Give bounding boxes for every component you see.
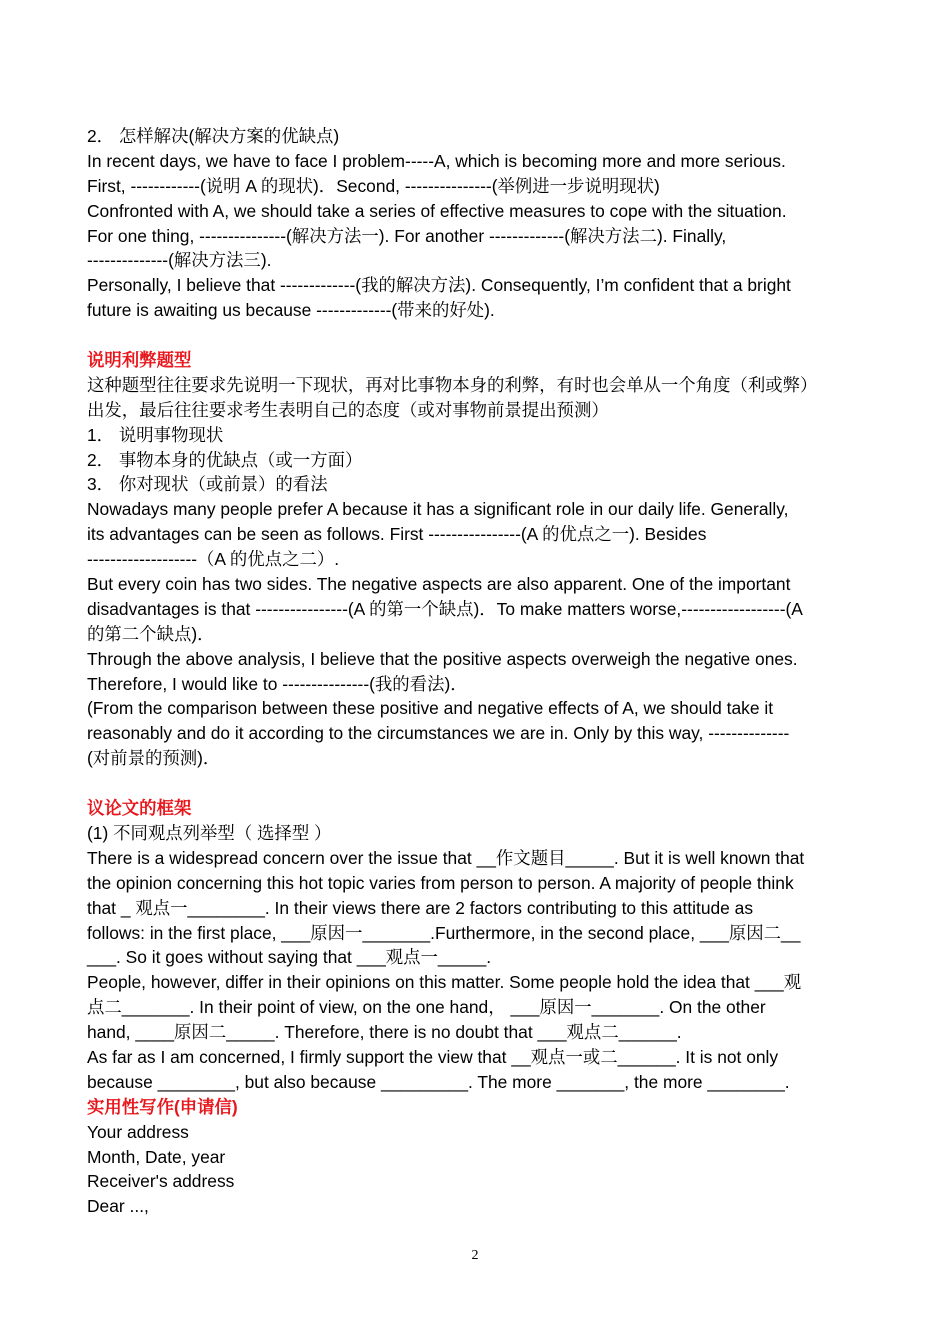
argument-line: follows: in the first place, ___原因一_______.Furthermore, in the second place, ___原因二__ <box>87 922 801 943</box>
argument-line: hand, ____原因二_____. Therefore, there is no doubt that ___观点二______. <box>87 1022 682 1043</box>
argument-line: because ________, but also because _________. The more _______, the more ________. <box>87 1071 790 1092</box>
letter-line: Month, Date, year <box>87 1146 226 1167</box>
pros-cons-heading: 说明利弊题型 <box>87 350 192 371</box>
pros-cons-line: (From the comparison between these positive and negative effects of A, we should take it <box>87 698 774 719</box>
pros-cons-line: (对前景的预测)． <box>87 748 221 769</box>
page-number: 2 <box>471 1248 479 1263</box>
letter-line: Dear ..., <box>87 1196 149 1217</box>
pros-cons-line: 出发，最后往往要求考生表明自己的态度（或对事物前景提出预测） <box>87 399 609 420</box>
pros-cons-line: -------------------（A 的优点之二）. <box>87 549 340 570</box>
pros-cons-line: 这种题型往往要求先说明一下现状，再对比事物本身的利弊，有时也会单从一个角度（利或弊） <box>87 374 818 395</box>
argument-line: 点二_______. In their point of view, on the one hand， ___原因一_______. On the other <box>87 997 766 1018</box>
argument-line: As far as I am concerned, I firmly support the view that __观点一或二______. It is not only <box>87 1046 779 1067</box>
argument-line: People, however, differ in their opinions on this matter. Some people hold the idea that ___观 <box>87 972 802 993</box>
spacer <box>87 771 882 796</box>
solution-title: 2． 怎样解决(解决方案的优缺点) <box>87 126 340 146</box>
solution-line: In recent days, we have to face I problem-----A, which is becoming more and more serious. <box>87 150 786 171</box>
pros-cons-line: 1． 说明事物现状 <box>87 424 224 445</box>
pros-cons-line: But every coin has two sides. The negative aspects are also apparent. One of the important <box>87 574 791 595</box>
page-content <box>87 124 882 1219</box>
pros-cons-line: Nowadays many people prefer A because it has a significant role in our daily life. Generally, <box>87 499 789 520</box>
letter-line: Receiver's address <box>87 1171 235 1192</box>
argument-line: There is a widespread concern over the issue that __作文题目_____. But it is well known that <box>87 847 805 868</box>
pros-cons-line: Through the above analysis, I believe that the positive aspects overweigh the negative ones. <box>87 648 798 669</box>
solution-line: Personally, I believe that -------------(我的解决方法). Consequently, I’m confident that a bright <box>87 275 791 296</box>
solution-line: First, ------------(说明 A 的现状)．Second, ---------------(举例进一步说明现状) <box>87 175 660 196</box>
pros-cons-line: 3． 你对现状（或前景）的看法 <box>87 474 328 495</box>
pros-cons-line: its advantages can be seen as follows. First ----------------(A 的优点之一). Besides <box>87 524 707 545</box>
argument-line: the opinion concerning this hot topic varies from person to person. A majority of people think <box>87 872 794 893</box>
spacer <box>87 323 882 348</box>
pros-cons-line: Therefore, I would like to ---------------(我的看法)． <box>87 673 468 694</box>
pros-cons-line: reasonably and do it according to the circumstances we are in. Only by this way, -------------- <box>87 723 790 744</box>
pros-cons-line: 2． 事物本身的优缺点（或一方面） <box>87 449 363 470</box>
letter-heading: 实用性写作(申请信) <box>87 1096 238 1117</box>
solution-line: For one thing, ---------------(解决方法一). For another -------------(解决方法二). Finally, <box>87 225 727 246</box>
solution-line: future is awaiting us because -------------(带来的好处). <box>87 300 495 321</box>
pros-cons-line: disadvantages is that ----------------(A 的第一个缺点)．To make matters worse,------------------(A <box>87 598 803 619</box>
argument-line: ___. So it goes without saying that ___观点一_____. <box>87 947 492 968</box>
argument-heading: 议论文的框架 <box>87 798 192 819</box>
solution-line: --------------(解决方法三). <box>87 250 272 271</box>
argument-line: that _ 观点一________. In their views there are 2 factors contributing to this attitude as <box>87 897 754 918</box>
solution-line: Confronted with A, we should take a series of effective measures to cope with the situation. <box>87 200 787 221</box>
argument-line: (1) 不同观点列举型（ 选择型 ） <box>87 822 332 843</box>
letter-line: Your address <box>87 1121 189 1142</box>
pros-cons-line: 的第二个缺点)． <box>87 623 215 644</box>
